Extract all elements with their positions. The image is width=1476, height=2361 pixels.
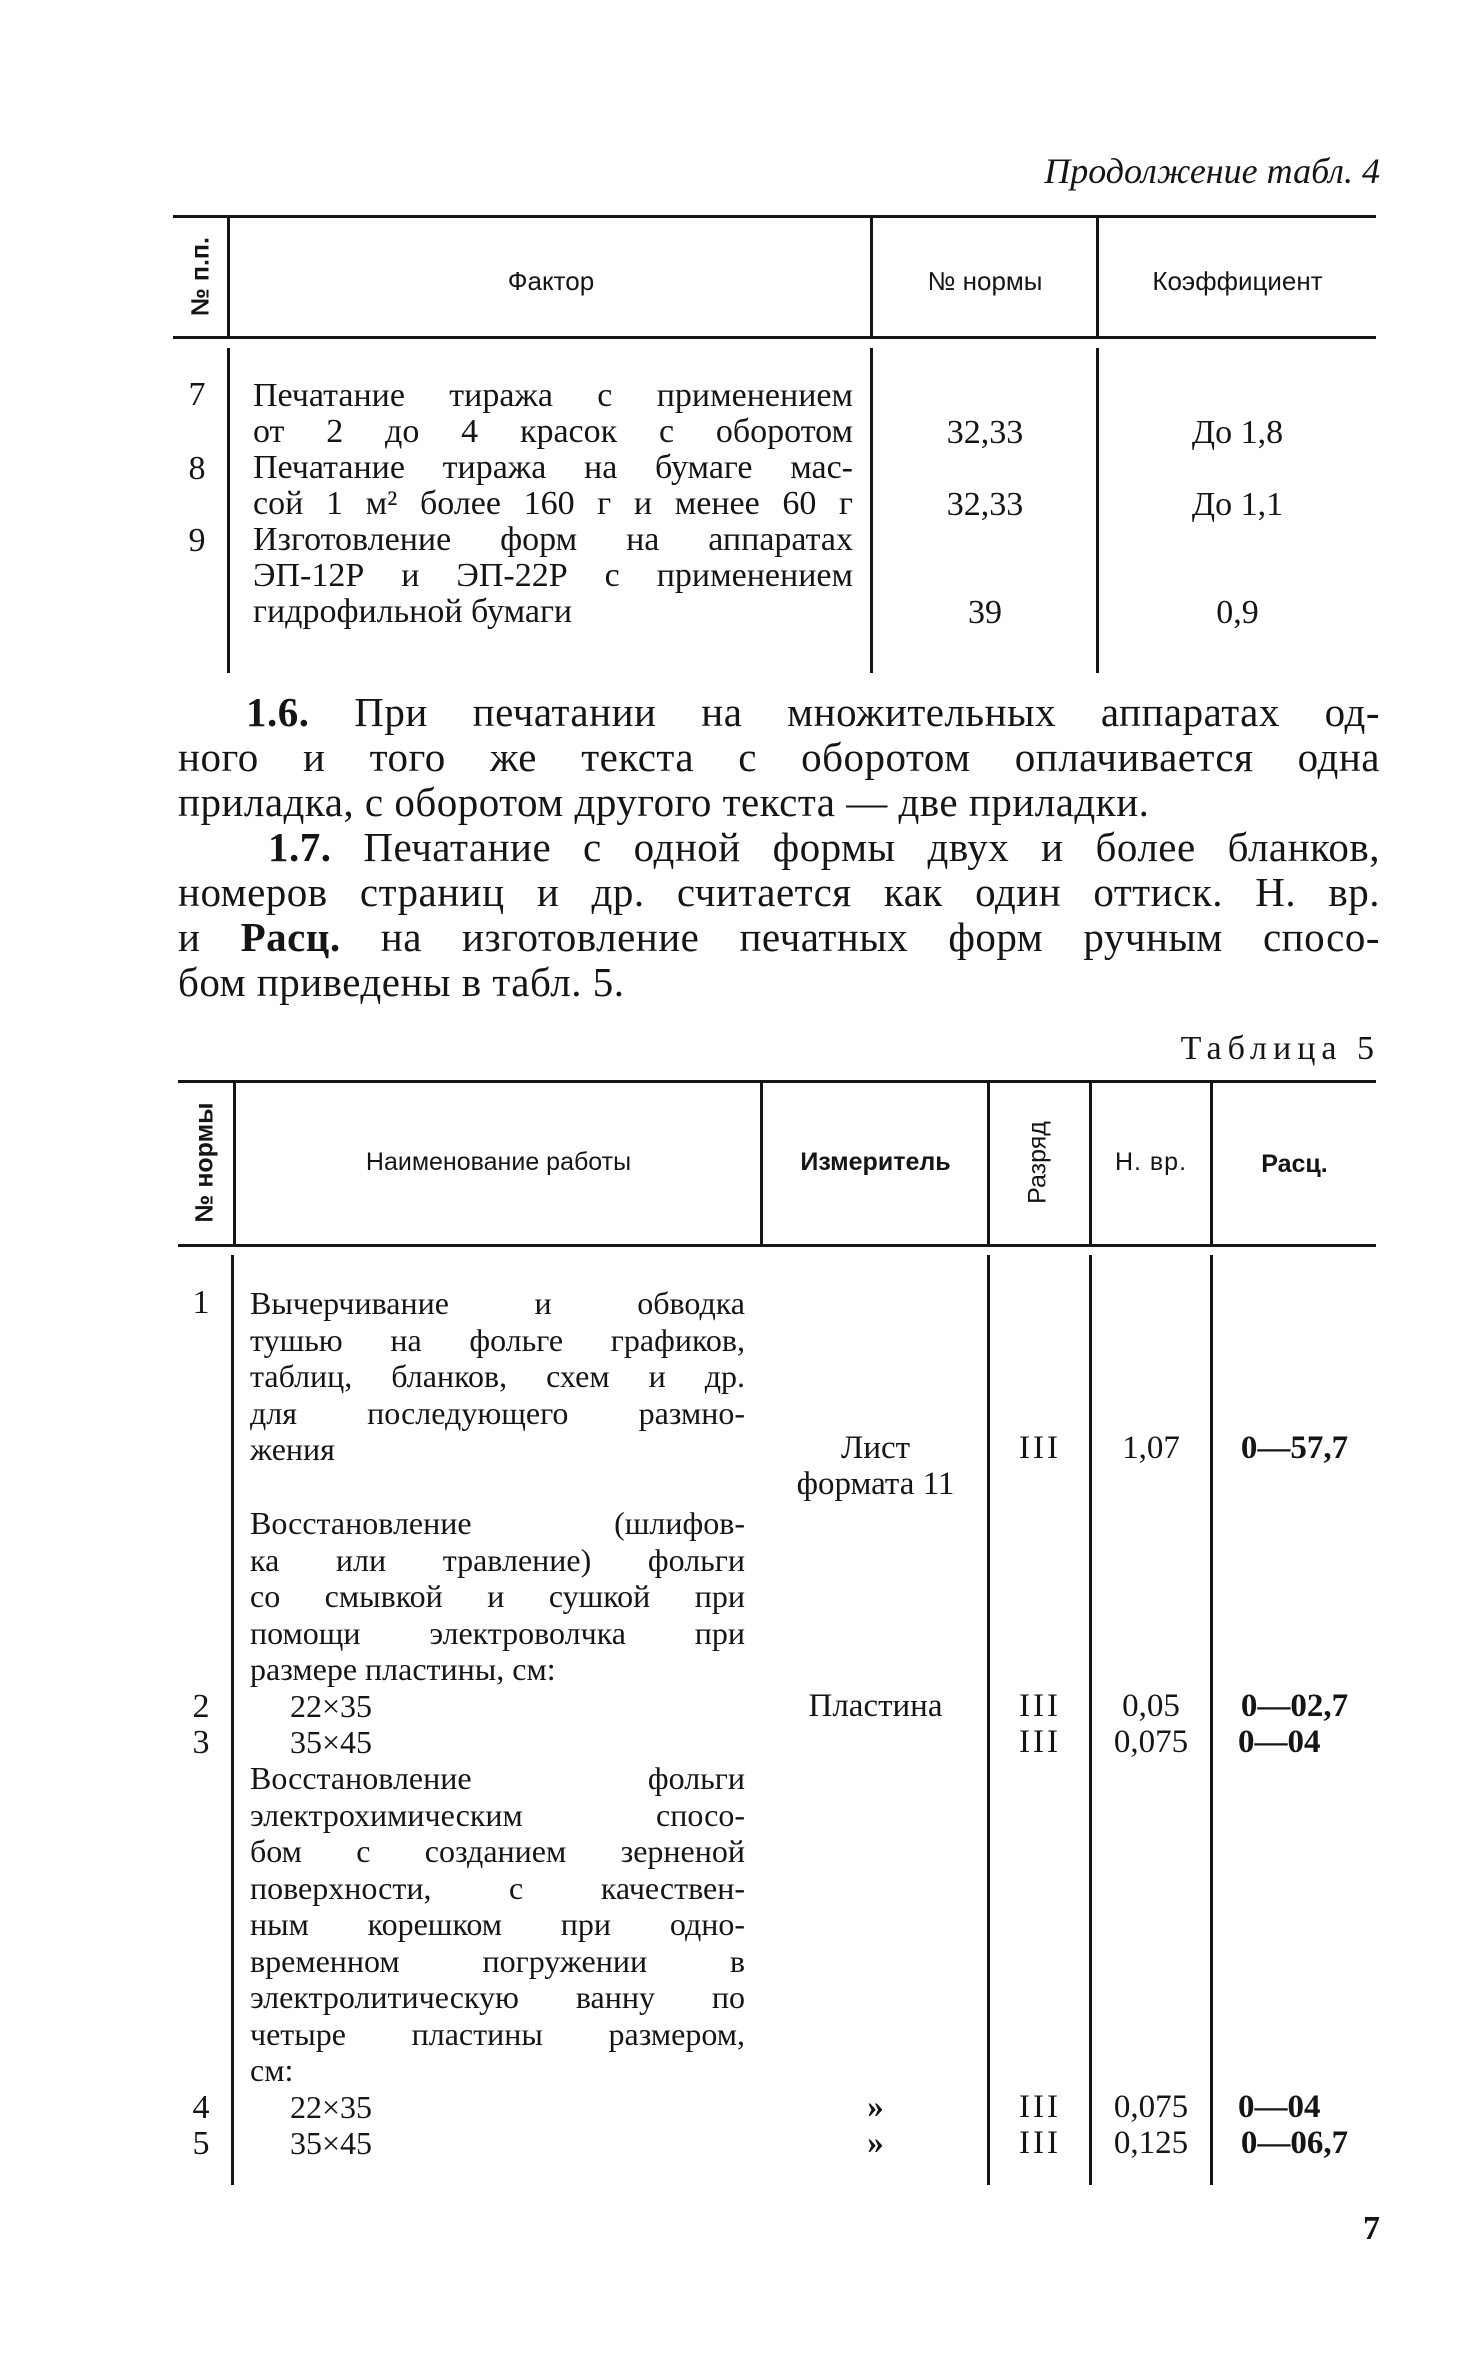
description-line: бом с созданием зерненой	[250, 1833, 745, 1869]
paragraph-line: ного и того же текста с оборотом оплачивается одна	[178, 734, 1380, 780]
factor-line: Печатание тиража с применением	[253, 377, 853, 414]
work-description	[250, 1760, 745, 2162]
paragraph-text: При печатании на множительных аппаратах од-	[354, 689, 1380, 735]
paragraph-label: 1.6.	[246, 689, 310, 735]
header-norm-number: № нормы	[190, 1102, 219, 1223]
header-factor: Фактор	[507, 266, 595, 296]
factor-line: гидрофильной бумаги	[253, 593, 573, 630]
norm-number: 2	[192, 1688, 210, 1725]
table4-header-rule	[173, 336, 1376, 339]
rate-value: 0—02,7	[1240, 1688, 1349, 1724]
table4-col-divider	[227, 215, 230, 337]
description-line: см:	[250, 2052, 294, 2088]
paragraph-line: приладка, с оборотом другого текста — две приладки.	[178, 779, 1150, 825]
header-time-norm: Н. вр.	[1114, 1148, 1188, 1176]
paragraph-text: на изготовление печатных форм ручным спосо-	[380, 914, 1380, 960]
factor-line: сой 1 м² более 160 г и менее 60 г	[253, 485, 853, 522]
table5-caption: Таблица 5	[1180, 1030, 1380, 1067]
paragraph-line	[178, 690, 1380, 735]
description-line: размере пластины, см:	[250, 1651, 556, 1687]
description-line: таблиц, бланков, схем и др.	[250, 1358, 745, 1394]
header-rate: Расц.	[1261, 1150, 1328, 1178]
unit-ditto-mark: »	[867, 2089, 884, 2125]
norm-number: 1	[192, 1284, 210, 1321]
size-line: 22×35	[290, 1687, 373, 1724]
table5-col-divider	[231, 1255, 234, 2185]
description-line: со смывкой и сушкой при	[250, 1578, 745, 1614]
unit-value: формата 11	[796, 1466, 955, 1502]
description-line: Восстановление фольги	[250, 1760, 745, 1796]
description-line: тушью на фольге графиков,	[250, 1321, 745, 1358]
description-line: Восстановление (шлифов-	[250, 1505, 745, 1541]
norm-number-value: 39	[968, 594, 1002, 631]
continuation-caption: Продолжение табл. 4	[1044, 151, 1380, 191]
description-line: Вычерчивание и обводка	[250, 1285, 745, 1321]
time-value: 1,07	[1122, 1430, 1180, 1466]
grade-value: III	[1019, 1724, 1061, 1760]
coefficient-value: До 1,8	[1191, 414, 1284, 451]
header-work-name: Наименование работы	[365, 1148, 632, 1176]
description-line: для последующего размно-	[250, 1394, 745, 1431]
rate-value: 0—04	[1238, 2089, 1321, 2125]
paragraph-1-6	[178, 690, 1380, 825]
row-number: 9	[188, 522, 206, 559]
coefficient-value: До 1,1	[1191, 486, 1284, 523]
description-line: ным корешком при одно-	[250, 1906, 745, 1942]
table4-top-rule	[173, 215, 1376, 218]
coefficient-value: 0,9	[1216, 594, 1259, 631]
row-number: 8	[188, 450, 206, 487]
paragraph-text: Печатание с одной формы двух и более бланков,	[363, 824, 1380, 870]
table5-top-rule	[178, 1080, 1376, 1083]
unit-value: Пластина	[808, 1688, 943, 1724]
description-line: временном погружении в	[250, 1942, 745, 1979]
norm-number: 4	[192, 2089, 210, 2126]
size-line: 35×45	[290, 2125, 373, 2161]
header-unit: Измеритель	[800, 1148, 951, 1176]
paragraph-text: и	[178, 914, 201, 960]
page-number: 7	[1363, 2210, 1380, 2247]
paragraph-1-7	[178, 825, 1380, 1005]
header-coefficient: Коэффициент	[1152, 266, 1323, 296]
description-line: электрохимическим спосо-	[250, 1796, 745, 1833]
rate-value: 0—06,7	[1240, 2125, 1349, 2161]
time-value: 0,125	[1113, 2125, 1189, 2161]
time-value: 0,075	[1113, 1724, 1189, 1760]
description-line: помощи электроволчка при	[250, 1614, 745, 1651]
norm-number-value: 32,33	[946, 414, 1024, 451]
grade-value: III	[1019, 2125, 1061, 2161]
description-line: поверхности, с качествен-	[250, 1869, 745, 1906]
grade-value: III	[1019, 1430, 1061, 1466]
factor-line: Печатание тиража на бумаге мас-	[253, 449, 853, 486]
paragraph-line	[178, 825, 1380, 870]
norm-number: 3	[192, 1724, 210, 1761]
paragraph-line: номеров страниц и др. считается как один оттиск. Н. вр.	[178, 869, 1380, 915]
grade-value: III	[1019, 2089, 1061, 2125]
header-norm-number: № нормы	[927, 266, 1043, 296]
factor-line: ЭП-12Р и ЭП-22Р с применением	[253, 557, 853, 594]
paragraph-label: 1.7.	[268, 824, 332, 870]
rate-value: 0—04	[1238, 1724, 1321, 1760]
unit-value: Лист	[840, 1430, 911, 1466]
factor-line: от 2 до 4 красок с оборотом	[253, 413, 853, 450]
paragraph-line: бом приведены в табл. 5.	[178, 959, 625, 1005]
work-description	[250, 1505, 745, 1761]
factor-line: Изготовление форм на аппаратах	[253, 521, 853, 558]
description-line: четыре пластины размером,	[250, 2015, 745, 2052]
time-value: 0,05	[1122, 1688, 1180, 1724]
rate-value: 0—57,7	[1240, 1430, 1349, 1466]
size-line: 35×45	[290, 1724, 373, 1760]
work-description	[250, 1285, 745, 1468]
grade-value: III	[1019, 1688, 1061, 1724]
table5-header-rule	[178, 1244, 1376, 1247]
table4-col-divider	[227, 348, 230, 673]
norm-number-value: 32,33	[946, 486, 1024, 523]
time-value: 0,075	[1113, 2089, 1189, 2125]
unit-ditto-mark: »	[867, 2125, 884, 2161]
header-row-number: № п.п.	[186, 237, 215, 316]
paragraph-bold-term: Расц.	[240, 914, 341, 960]
header-grade: Разряд	[1023, 1121, 1052, 1204]
description-line: жения	[250, 1431, 335, 1467]
norm-number: 5	[192, 2125, 210, 2162]
paragraph-line	[178, 915, 1380, 960]
size-line: 22×35	[290, 2088, 373, 2125]
description-line: электролитическую ванну по	[250, 1979, 745, 2015]
row-number: 7	[188, 376, 206, 413]
description-line: ка или травление) фольги	[250, 1541, 745, 1578]
